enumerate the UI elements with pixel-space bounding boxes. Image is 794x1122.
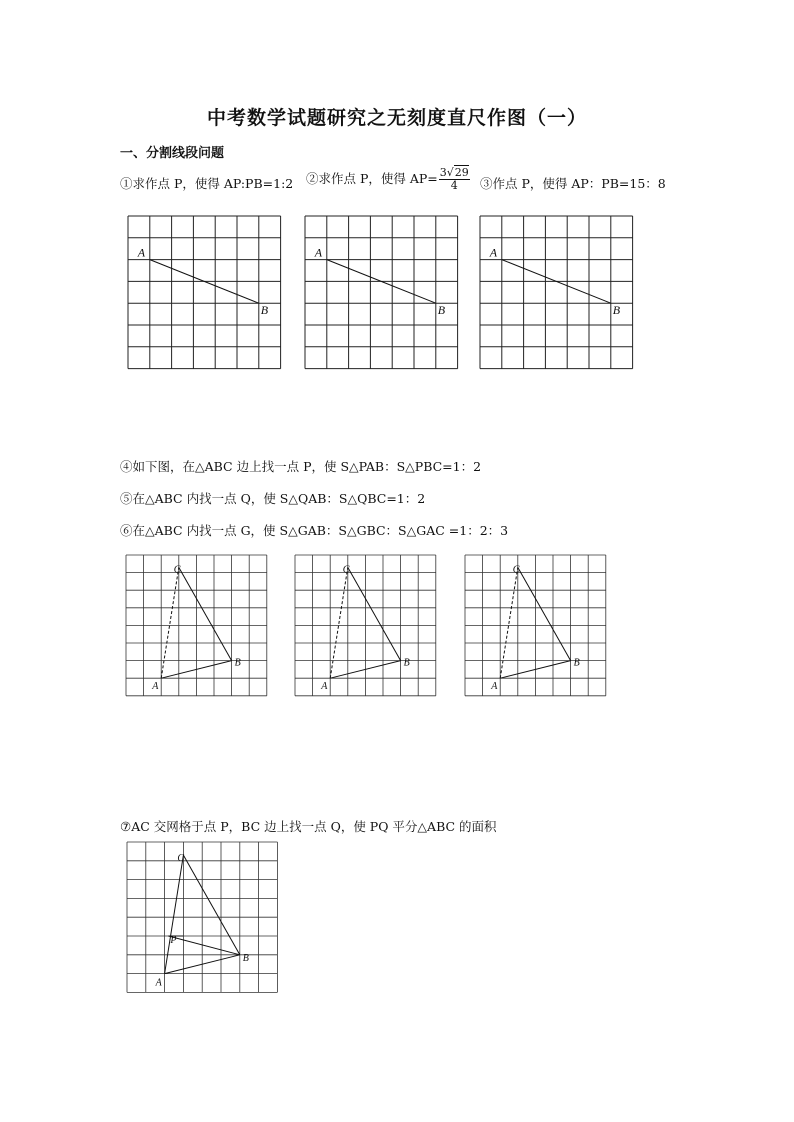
label-p: P — [170, 935, 177, 946]
label-b: B — [403, 657, 410, 669]
side-ac — [330, 567, 348, 678]
segment-pb — [168, 936, 239, 955]
side-ac — [500, 567, 518, 678]
side-ac — [165, 855, 184, 973]
question-3: ③作点 P，使得 AP：PB=15：8 — [480, 176, 666, 191]
question-2-text: ②求作点 P，使得 AP= — [306, 171, 438, 186]
fraction: $\frac{3√29}{4}$ — [439, 166, 469, 192]
question-6: ⑥在△ABC 内找一点 G，使 S△GAB：S△GBC：S△GAC =1：2：3 — [120, 523, 509, 538]
section-heading: 一、分割线段问题 — [120, 146, 225, 161]
triangle-figure-4 — [126, 555, 271, 700]
page-title: 中考数学试题研究之无刻度直尺作图（一） — [206, 107, 587, 129]
label-b: B — [573, 657, 580, 669]
grid-figure-3 — [480, 216, 635, 371]
triangle-figure-6 — [465, 555, 610, 700]
label-c: C — [173, 564, 181, 576]
side-bc — [348, 567, 401, 660]
question-5: ⑤在△ABC 内找一点 Q，使 S△QAB：S△QBC=1：2 — [120, 491, 426, 506]
denominator: 4 — [450, 179, 458, 192]
side-bc — [183, 855, 239, 955]
label-a: A — [314, 245, 323, 260]
side-bc — [179, 567, 232, 660]
label-b: B — [242, 952, 249, 964]
label-a: A — [155, 977, 162, 989]
label-c: C — [342, 564, 350, 576]
grid-figure-2 — [305, 216, 460, 371]
label-b: B — [234, 657, 241, 669]
triangle-figure-7 — [127, 842, 279, 997]
question-4: ④如下图，在△ABC 边上找一点 P，使 S△PAB：S△PBC=1：2 — [120, 459, 482, 474]
label-a: A — [489, 245, 498, 260]
label-a: A — [491, 681, 498, 693]
question-2 — [306, 167, 471, 192]
label-a: A — [152, 681, 159, 693]
question-7: ⑦AC 交网格于点 P，BC 边上找一点 Q，使 PQ 平分△ABC 的面积 — [120, 819, 497, 834]
coefficient: 3 — [439, 166, 447, 179]
side-bc — [518, 567, 571, 660]
grid-figure-1 — [128, 216, 283, 371]
label-b: B — [612, 303, 621, 318]
label-b: B — [437, 303, 446, 318]
label-c: C — [512, 564, 520, 576]
label-a: A — [321, 681, 328, 693]
triangle-figure-5 — [295, 555, 440, 700]
radicand: 29 — [454, 166, 469, 179]
question-1: ①求作点 P，使得 AP:PB=1:2 — [120, 176, 294, 191]
side-ac — [161, 567, 179, 678]
label-a: A — [137, 245, 146, 260]
label-c: C — [177, 853, 185, 865]
label-b: B — [260, 303, 269, 318]
